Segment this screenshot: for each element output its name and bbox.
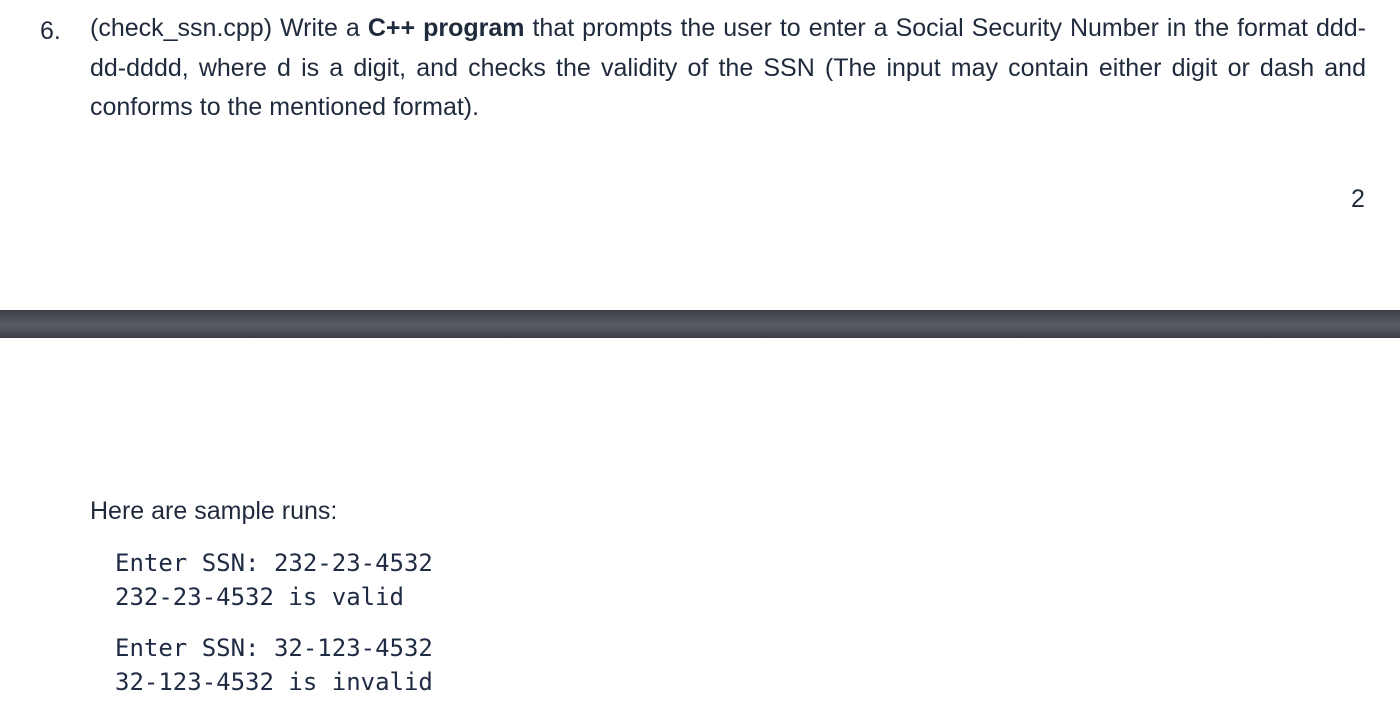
sample-run-2-prompt: Enter SSN: 32-123-4532 bbox=[115, 634, 433, 662]
sample-run-1-result: 232-23-4532 is valid bbox=[115, 583, 404, 611]
page-number: 2 bbox=[1351, 185, 1365, 213]
sample-runs-heading: Here are sample runs: bbox=[90, 497, 338, 525]
problem-number: 6. bbox=[40, 17, 61, 45]
problem-filename: (check_ssn.cpp) bbox=[90, 14, 273, 42]
sample-run-2 bbox=[115, 631, 433, 699]
problem-text-before-bold: Write a bbox=[272, 14, 368, 42]
problem-bold-text: C++ program bbox=[367, 14, 525, 42]
sample-run-1-prompt: Enter SSN: 232-23-4532 bbox=[115, 549, 433, 577]
sample-run-2-result: 32-123-4532 is invalid bbox=[115, 668, 433, 696]
sample-run-1 bbox=[115, 546, 433, 614]
page-break-divider bbox=[0, 310, 1400, 338]
problem-text bbox=[90, 9, 1366, 128]
problem-text-after-bold: that prompts the user to enter a Social Security Number in the format ddd-dd-dddd, where d is a digit, and checks the validity of the SSN (The input may contain either digit or dash and conforms to the mentioned format). bbox=[90, 14, 1366, 121]
